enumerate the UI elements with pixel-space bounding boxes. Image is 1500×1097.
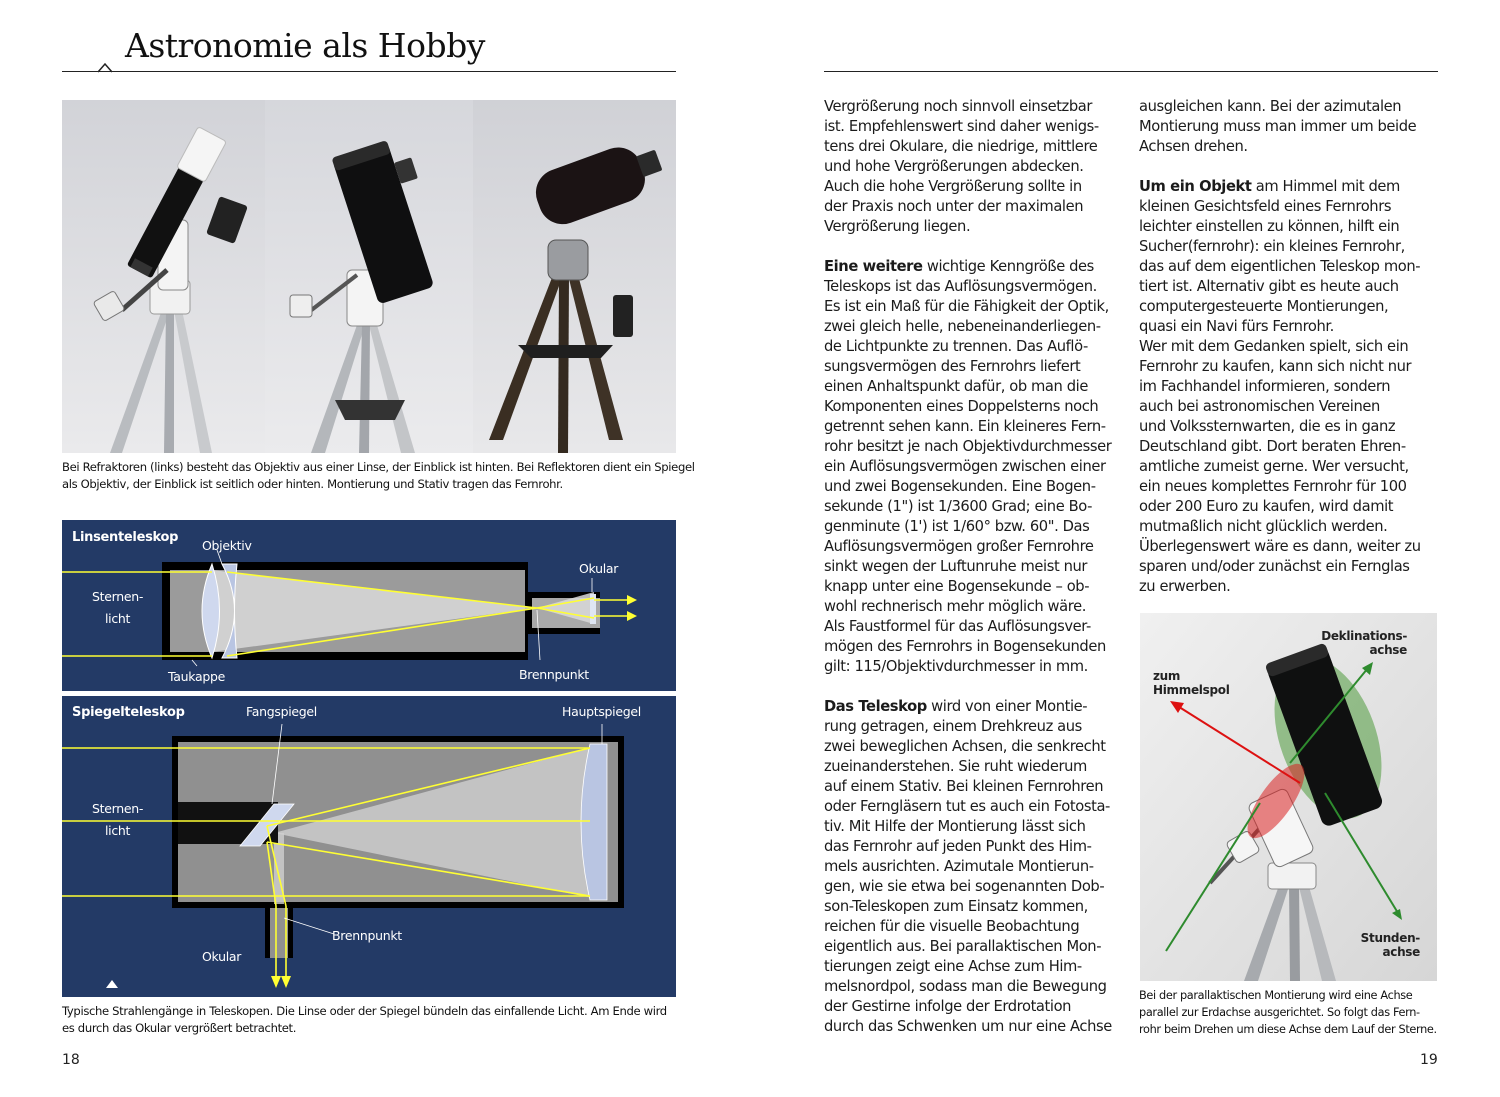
reflector-photo [265, 100, 473, 453]
maksutov-photo [473, 100, 676, 453]
text-line: sungsvermögen des Fernrohrs liefert [824, 358, 1081, 375]
text-line: reichen für die visuelle Beobachtung [824, 918, 1080, 935]
text-line: und hohe Vergrößerungen abdecken. [824, 158, 1084, 175]
text-line: Achsen drehen. [1139, 138, 1248, 155]
text-line: der Praxis noch unter der maximalen [824, 198, 1084, 215]
text-line: Vergrößerung noch sinnvoll einsetzbar [824, 98, 1093, 115]
text-line: durch das Schwenken um nur eine Achse [824, 1018, 1112, 1035]
text-line [824, 257, 1112, 277]
label-starlight [92, 798, 143, 842]
mirror-telescope-diagram [62, 696, 676, 997]
starlight-line: licht [104, 823, 131, 838]
text-column-2 [1139, 97, 1421, 597]
text-run: wichtige Kenngröße des [922, 258, 1094, 275]
text-line: und zwei Bogensekunden. Eine Bogen- [824, 478, 1096, 495]
text-line: mutmaßlich nicht glücklich werden. [1139, 518, 1388, 535]
text-line: Vergrößerung liegen. [824, 218, 971, 235]
text-line: der Gestirne infolge der Erdrotation [824, 998, 1072, 1015]
text-line: getrennt sehen kann. Ein kleineres Fern- [824, 418, 1106, 435]
text-line: mögen des Fernrohrs in Bogensekunden [824, 638, 1106, 655]
lead-in: Eine weitere [824, 258, 923, 275]
starlight-line: Sternen- [92, 589, 144, 604]
text-line: Es ist ein Maß für die Fähigkeit der Optik, [824, 298, 1109, 315]
label-declination-axis [1321, 629, 1407, 657]
text-run: wird von einer Montie- [926, 698, 1088, 715]
text-line: Sucher(fernrohr): ein kleines Fernrohr, [1139, 238, 1405, 255]
text-line: amtliche zumeist gerne. Wer versucht, [1139, 458, 1409, 475]
header-rule-left [62, 71, 676, 72]
lead-in: Das Teleskop [824, 698, 927, 715]
label-line: Himmelspol [1153, 683, 1230, 697]
text-line: kleinen Gesichtsfeld eines Fernrohrs [1139, 198, 1392, 215]
text-line: quasi ein Navi fürs Fernrohr. [1139, 318, 1334, 335]
text-line: oder Ferngläsern tut es auch ein Fotosta- [824, 798, 1110, 815]
text-line: gilt: 115/Objektivdurchmesser in mm. [824, 658, 1088, 675]
caption-line: rohr beim Drehen um diese Achse dem Lauf der Sterne. [1139, 1023, 1437, 1036]
text-line: knapp unter eine Bogensekunde – ob- [824, 578, 1090, 595]
lens-telescope-diagram [62, 520, 676, 691]
label-focal-point: Brennpunkt [519, 667, 589, 682]
text-line: Montierung muss man immer um beide [1139, 118, 1417, 135]
mount-caption [1139, 987, 1437, 1038]
text-line: sekunde (1") ist 1/3600 Grad; eine Bo- [824, 498, 1093, 515]
refractor-photo [62, 100, 265, 453]
page-title: Astronomie als Hobby [125, 26, 485, 65]
text-line: ein Auflösungsvermögen zwischen einer [824, 458, 1106, 475]
text-line: einen Anhaltspunkt dafür, ob man die [824, 378, 1088, 395]
caption-line: Bei der parallaktischen Montierung wird eine Achse [1139, 989, 1413, 1002]
label-line: zum [1153, 669, 1181, 683]
text-line: sinkt wegen der Luftunruhe meist nur [824, 558, 1088, 575]
label-eyepiece: Okular [579, 561, 619, 576]
text-line: son-Teleskopen zum Einsatz kommen, [824, 898, 1088, 915]
label-line: Deklinations- [1321, 629, 1407, 643]
text-line: tierungen zeigt eine Achse zum Him- [824, 958, 1082, 975]
text-line: zueinanderstehen. Sie ruht wiederum [824, 758, 1087, 775]
text-line: sparen und/oder zunächst ein Fernglas [1139, 558, 1410, 575]
text-line: auf einem Stativ. Bei kleinen Fernrohren [824, 778, 1104, 795]
text-line: und Volkssternwarten, die es in ganz [1139, 418, 1396, 435]
text-line: mels ausrichten. Azimutale Montierun- [824, 858, 1094, 875]
text-line: Überlegenswert wäre es dann, weiter zu [1139, 538, 1421, 555]
mirror-diagram-heading: Spiegelteleskop [72, 705, 185, 720]
text-line: Auflösungsvermögen großer Fernrohre [824, 538, 1094, 555]
starlight-line: licht [104, 611, 131, 626]
label-hour-axis [1361, 931, 1420, 959]
text-line: Deutschland gibt. Dort beraten Ehren- [1139, 438, 1406, 455]
lens-diagram-heading: Linsenteleskop [72, 530, 179, 545]
text-line: ausgleichen kann. Bei der azimutalen [1139, 98, 1402, 115]
label-line: Stunden- [1360, 931, 1420, 945]
text-line: das auf dem eigentlichen Teleskop mon- [1139, 258, 1421, 275]
text-line: das Fernrohr auf jeden Punkt des Him- [824, 838, 1092, 855]
text-line: zwei beweglichen Achsen, die senkrecht [824, 738, 1106, 755]
text-line: tiert ist. Alternativ gibt es heute auch [1139, 278, 1399, 295]
text-column-1 [824, 97, 1112, 1037]
text-line: computergesteuerte Montierungen, [1139, 298, 1389, 315]
caption-line: Typische Strahlengänge in Teleskopen. Die Linse oder der Spiegel bündeln das einfallende Licht. Am Ende wird [62, 1004, 667, 1018]
label-eyepiece: Okular [202, 949, 242, 964]
photo-caption [62, 459, 695, 493]
text-line: leichter einstellen zu können, hilft ein [1139, 218, 1400, 235]
label-celestial-pole [1153, 669, 1230, 697]
text-line: tens drei Okulare, die niedrige, mittlere [824, 138, 1098, 155]
label-line: achse [1369, 643, 1407, 657]
text-line: oder 200 Euro zu kaufen, wird damit [1139, 498, 1394, 515]
text-line: wohl rechnerisch mehr möglich wäre. [824, 598, 1086, 615]
text-line [824, 697, 1112, 717]
caption-line: Bei Refraktoren (links) besteht das Objektiv aus einer Linse, der Einblick ist hinten. Bei Reflektoren dient ein Spiegel [62, 460, 695, 474]
text-line: rohr besitzt je nach Objektivdurchmesser [824, 438, 1112, 455]
text-line: zwei gleich helle, nebeneinanderliegen- [824, 318, 1101, 335]
text-line: Teleskops ist das Auflösungsvermögen. [824, 278, 1097, 295]
caption-line: parallel zur Erdachse ausgerichtet. So folgt das Fern- [1139, 1006, 1420, 1019]
text-line: rung getragen, einem Drehkreuz aus [824, 718, 1082, 735]
text-line: eigentlich aus. Bei parallaktischen Mon- [824, 938, 1102, 955]
page-number-right: 19 [1420, 1052, 1438, 1068]
label-objective: Objektiv [202, 538, 252, 553]
text-line: de Lichtpunkte zu trennen. Das Auflö- [824, 338, 1088, 355]
diagram-caption [62, 1003, 667, 1037]
text-line: genminute (1') ist 1/60° bzw. 60". Das [824, 518, 1090, 535]
label-starlight [92, 586, 143, 630]
header-rule-notch [98, 62, 118, 74]
text-line: Komponenten eines Doppelsterns noch [824, 398, 1099, 415]
equatorial-mount-figure [1140, 613, 1437, 981]
text-line: melsnordpol, sodass man die Bewegung [824, 978, 1107, 995]
text-run: am Himmel mit dem [1251, 178, 1400, 195]
caption-line: als Objektiv, der Einblick ist seitlich oder hinten. Montierung und Stativ tragen das Fernrohr. [62, 477, 563, 491]
text-line: ist. Empfehlenswert sind daher wenigs- [824, 118, 1099, 135]
text-line: gen, wie sie etwa bei sogenannten Dob- [824, 878, 1105, 895]
text-line: Fernrohr zu kaufen, kann sich nicht nur [1139, 358, 1412, 375]
page-number-left: 18 [62, 1052, 80, 1068]
label-dew-cap: Taukappe [168, 669, 225, 684]
text-line: auch bei astronomischen Vereinen [1139, 398, 1380, 415]
caption-line: es durch das Okular vergrößert betrachtet. [62, 1021, 297, 1035]
label-focal-point: Brennpunkt [332, 928, 402, 943]
header-rule-right [824, 71, 1438, 72]
text-line [1139, 177, 1421, 197]
text-line: ein neues komplettes Fernrohr für 100 [1139, 478, 1407, 495]
text-line: Als Faustformel für das Auflösungsver- [824, 618, 1091, 635]
text-line: zu erwerben. [1139, 578, 1231, 595]
label-secondary-mirror: Fangspiegel [246, 704, 317, 719]
text-line: tiv. Mit Hilfe der Montierung lässt sich [824, 818, 1086, 835]
label-primary-mirror: Hauptspiegel [562, 704, 641, 719]
text-line: im Fachhandel informieren, sondern [1139, 378, 1391, 395]
text-line: Auch die hohe Vergrößerung sollte in [824, 178, 1082, 195]
label-line: achse [1382, 945, 1420, 959]
starlight-line: Sternen- [92, 801, 144, 816]
text-line: Wer mit dem Gedanken spielt, sich ein [1139, 338, 1409, 355]
lead-in: Um ein Objekt [1139, 178, 1252, 195]
